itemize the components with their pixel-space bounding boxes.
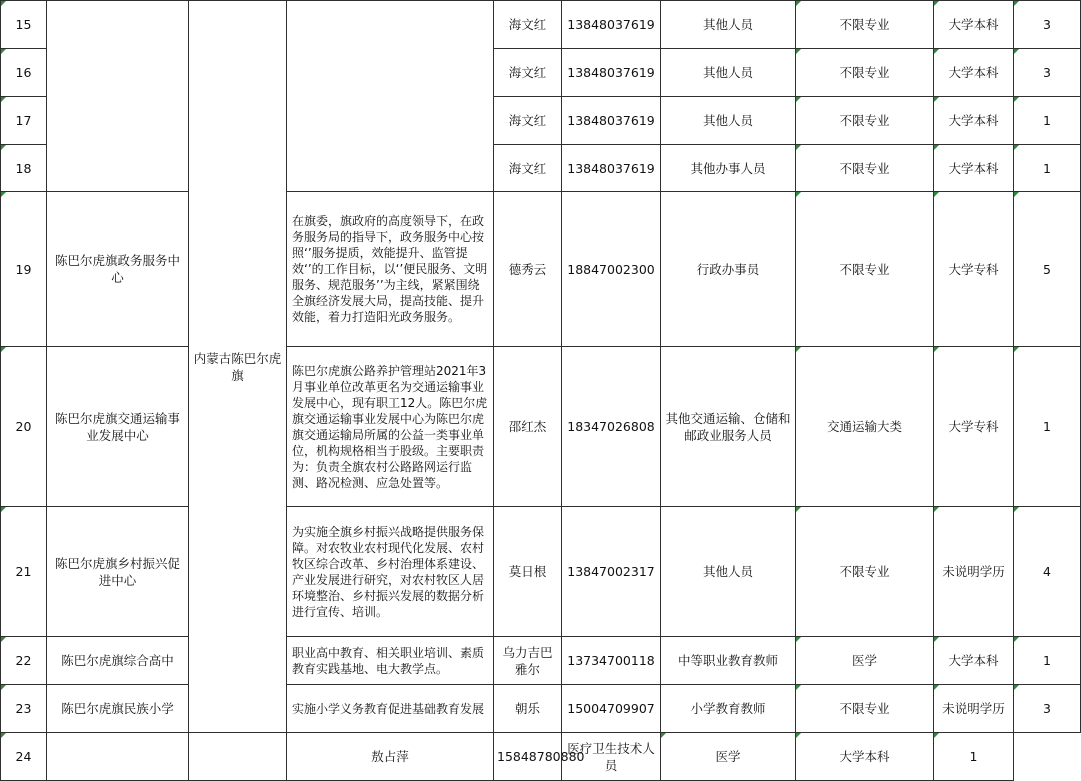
position-count: 1 xyxy=(1014,145,1081,192)
row-number: 23 xyxy=(1,685,47,733)
unit-name: 陈巴尔虎旗交通运输事业发展中心 xyxy=(47,347,189,507)
contact-phone: 13848037619 xyxy=(562,1,661,49)
contact-phone: 15848780880 xyxy=(494,733,562,781)
major-requirement: 医学 xyxy=(661,733,796,781)
contact-phone: 13848037619 xyxy=(562,145,661,192)
unit-name: 陈巴尔虎旗综合高中 xyxy=(47,637,189,685)
position-count: 3 xyxy=(1014,49,1081,97)
row-number: 24 xyxy=(1,733,47,781)
table-row xyxy=(1,347,1081,507)
major-requirement: 不限专业 xyxy=(796,97,934,145)
contact-person: 邵红杰 xyxy=(494,347,562,507)
contact-person: 敖占萍 xyxy=(287,733,494,781)
region-cell: 内蒙古陈巴尔虎旗 xyxy=(189,1,287,733)
unit-description: 职业高中教育、相关职业培训、素质教育实践基地、电大教学点。 xyxy=(287,637,494,685)
education-requirement: 未说明学历 xyxy=(934,507,1014,637)
unit-description: 陈巴尔虎旗公路养护管理站2021年3月事业单位改革更名为交通运输事业发展中心，现有职工12人。陈巴尔虎旗交通运输事业发展中心为陈巴尔虎旗交通运输局所属的公益一类事业单位，机构规格相当于股级。主要职责为：负责全旗农村公路路网运行监测、路况检测、应急处置等。 xyxy=(287,347,494,507)
education-requirement: 大学本科 xyxy=(796,733,934,781)
unit-description: 在旗委，旗政府的高度领导下，在政务服务局的指导下，政务服务中心按照‘’服务提质，效能提升、监管提效‘’的工作目标，以‘’便民服务、文明服务、规范服务’’为主线，紧紧围绕全旗经济发展大局，提高技能、提升效能，着力打造阳光政务服务。 xyxy=(287,192,494,347)
unit-description: 为实施全旗乡村振兴战略提供服务保障。对农牧业农村现代化发展、农村牧区综合改革、乡村治理体系建设、产业发展进行研究，对农村牧区人居环境整治、乡村振兴发展的数据分析进行宣传、培训。 xyxy=(287,507,494,637)
position-count: 1 xyxy=(1014,637,1081,685)
contact-phone: 13848037619 xyxy=(562,97,661,145)
education-requirement: 未说明学历 xyxy=(934,685,1014,733)
education-requirement: 大学专科 xyxy=(934,192,1014,347)
contact-person: 德秀云 xyxy=(494,192,562,347)
position-category: 行政办事员 xyxy=(661,192,796,347)
unit-name: 陈巴尔虎旗乡村振兴促进中心 xyxy=(47,507,189,637)
contact-phone: 13847002317 xyxy=(562,507,661,637)
row-number: 17 xyxy=(1,97,47,145)
contact-person: 朝乐 xyxy=(494,685,562,733)
row-number: 21 xyxy=(1,507,47,637)
contact-phone: 13734700118 xyxy=(562,637,661,685)
position-category: 医疗卫生技术人员 xyxy=(562,733,661,781)
contact-person: 莫日根 xyxy=(494,507,562,637)
education-requirement: 大学本科 xyxy=(934,637,1014,685)
major-requirement: 医学 xyxy=(796,637,934,685)
row-number: 16 xyxy=(1,49,47,97)
contact-phone: 15004709907 xyxy=(562,685,661,733)
position-category: 其他人员 xyxy=(661,49,796,97)
position-category: 其他人员 xyxy=(661,1,796,49)
contact-phone: 18347026808 xyxy=(562,347,661,507)
position-count: 1 xyxy=(1014,347,1081,507)
row-number: 20 xyxy=(1,347,47,507)
row-number: 18 xyxy=(1,145,47,192)
position-category: 其他人员 xyxy=(661,97,796,145)
row-number: 22 xyxy=(1,637,47,685)
contact-phone: 18847002300 xyxy=(562,192,661,347)
education-requirement: 大学专科 xyxy=(934,347,1014,507)
major-requirement: 不限专业 xyxy=(796,685,934,733)
table-row xyxy=(1,685,1081,733)
position-count: 1 xyxy=(934,733,1014,781)
position-count: 4 xyxy=(1014,507,1081,637)
position-count: 3 xyxy=(1014,685,1081,733)
unit-name-cell-empty xyxy=(47,733,189,781)
education-requirement: 大学本科 xyxy=(934,49,1014,97)
unit-name-cell-empty xyxy=(47,1,189,192)
position-count: 5 xyxy=(1014,192,1081,347)
major-requirement: 不限专业 xyxy=(796,49,934,97)
major-requirement: 不限专业 xyxy=(796,1,934,49)
position-category: 其他办事人员 xyxy=(661,145,796,192)
education-requirement: 大学本科 xyxy=(934,1,1014,49)
unit-name: 陈巴尔虎旗政务服务中心 xyxy=(47,192,189,347)
row-number: 15 xyxy=(1,1,47,49)
row-number: 19 xyxy=(1,192,47,347)
education-requirement: 大学本科 xyxy=(934,97,1014,145)
education-requirement: 大学本科 xyxy=(934,145,1014,192)
position-category: 其他人员 xyxy=(661,507,796,637)
table-row xyxy=(1,507,1081,637)
position-category: 其他交通运输、仓储和邮政业服务人员 xyxy=(661,347,796,507)
table-row xyxy=(1,1,1081,49)
table-row xyxy=(1,192,1081,347)
contact-person: 乌力吉巴雅尔 xyxy=(494,637,562,685)
position-category: 小学教育教师 xyxy=(661,685,796,733)
table-row xyxy=(1,733,1081,781)
contact-person: 海文红 xyxy=(494,97,562,145)
major-requirement: 不限专业 xyxy=(796,507,934,637)
position-count: 3 xyxy=(1014,1,1081,49)
unit-description: 实施小学义务教育促进基础教育发展 xyxy=(287,685,494,733)
description-cell-empty xyxy=(189,733,287,781)
position-category: 中等职业教育教师 xyxy=(661,637,796,685)
major-requirement: 不限专业 xyxy=(796,145,934,192)
description-cell-empty xyxy=(287,1,494,192)
position-count: 1 xyxy=(1014,97,1081,145)
table-row xyxy=(1,637,1081,685)
contact-person: 海文红 xyxy=(494,145,562,192)
contact-phone: 13848037619 xyxy=(562,49,661,97)
major-requirement: 交通运输大类 xyxy=(796,347,934,507)
contact-person: 海文红 xyxy=(494,49,562,97)
contact-person: 海文红 xyxy=(494,1,562,49)
unit-name: 陈巴尔虎旗民族小学 xyxy=(47,685,189,733)
major-requirement: 不限专业 xyxy=(796,192,934,347)
